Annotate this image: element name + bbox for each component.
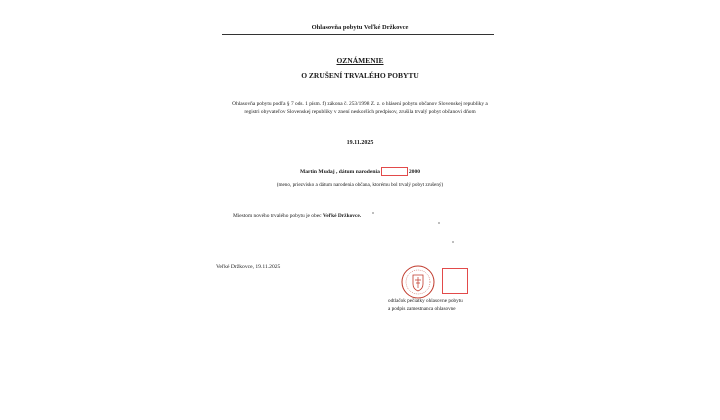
person-line <box>0 167 720 176</box>
person-name-and-label: Martin Mudaj , dátum narodenia <box>299 168 380 175</box>
person-field-hint: (meno, priezvisko a dátum narodenia občana, ktorému bol trvalý pobyt zrušený) <box>276 182 444 188</box>
body-paragraph: Ohlasovňa pobytu podľa § 7 ods. 1 písm. f) zákona č. 253/1998 Z. z. o hlásení pobytu občanov Slovenskej republiky a registri obyvateľov Slovenskej republiky v znení neskorších predpisov, zrušila trvalý pobyt občanovi dňom <box>232 101 488 115</box>
new-address-line <box>233 213 361 219</box>
scan-speck <box>438 222 440 224</box>
birth-year: 2000 <box>408 168 421 175</box>
header-divider <box>222 34 494 35</box>
redacted-signature <box>442 268 468 294</box>
new-address-prefix: Miestom nového trvalého pobytu je obec <box>233 213 322 219</box>
signature-caption-line2: a podpis zamestnanca ohlasovne <box>388 305 456 312</box>
scan-speck <box>452 241 454 243</box>
redacted-birthdate <box>381 167 408 176</box>
place-and-date: Veľké Držkovce, 19.11.2025 <box>216 264 281 270</box>
signature-caption-line1: odtlačok pečiatky ohlasovne pobytu <box>388 298 463 304</box>
cancellation-date: 19.11.2025 <box>346 140 374 146</box>
new-address-place: Veľké Držkovce. <box>322 213 362 219</box>
signature-caption <box>388 298 498 313</box>
office-header: Ohlasovňa pobytu Veľké Držkovce <box>311 24 409 31</box>
scan-speck <box>372 212 374 214</box>
document-title: OZNÁMENIE <box>336 56 384 65</box>
document-subtitle: O ZRUŠENÍ TRVALÉHO POBYTU <box>301 71 419 80</box>
official-stamp-icon <box>400 264 436 300</box>
